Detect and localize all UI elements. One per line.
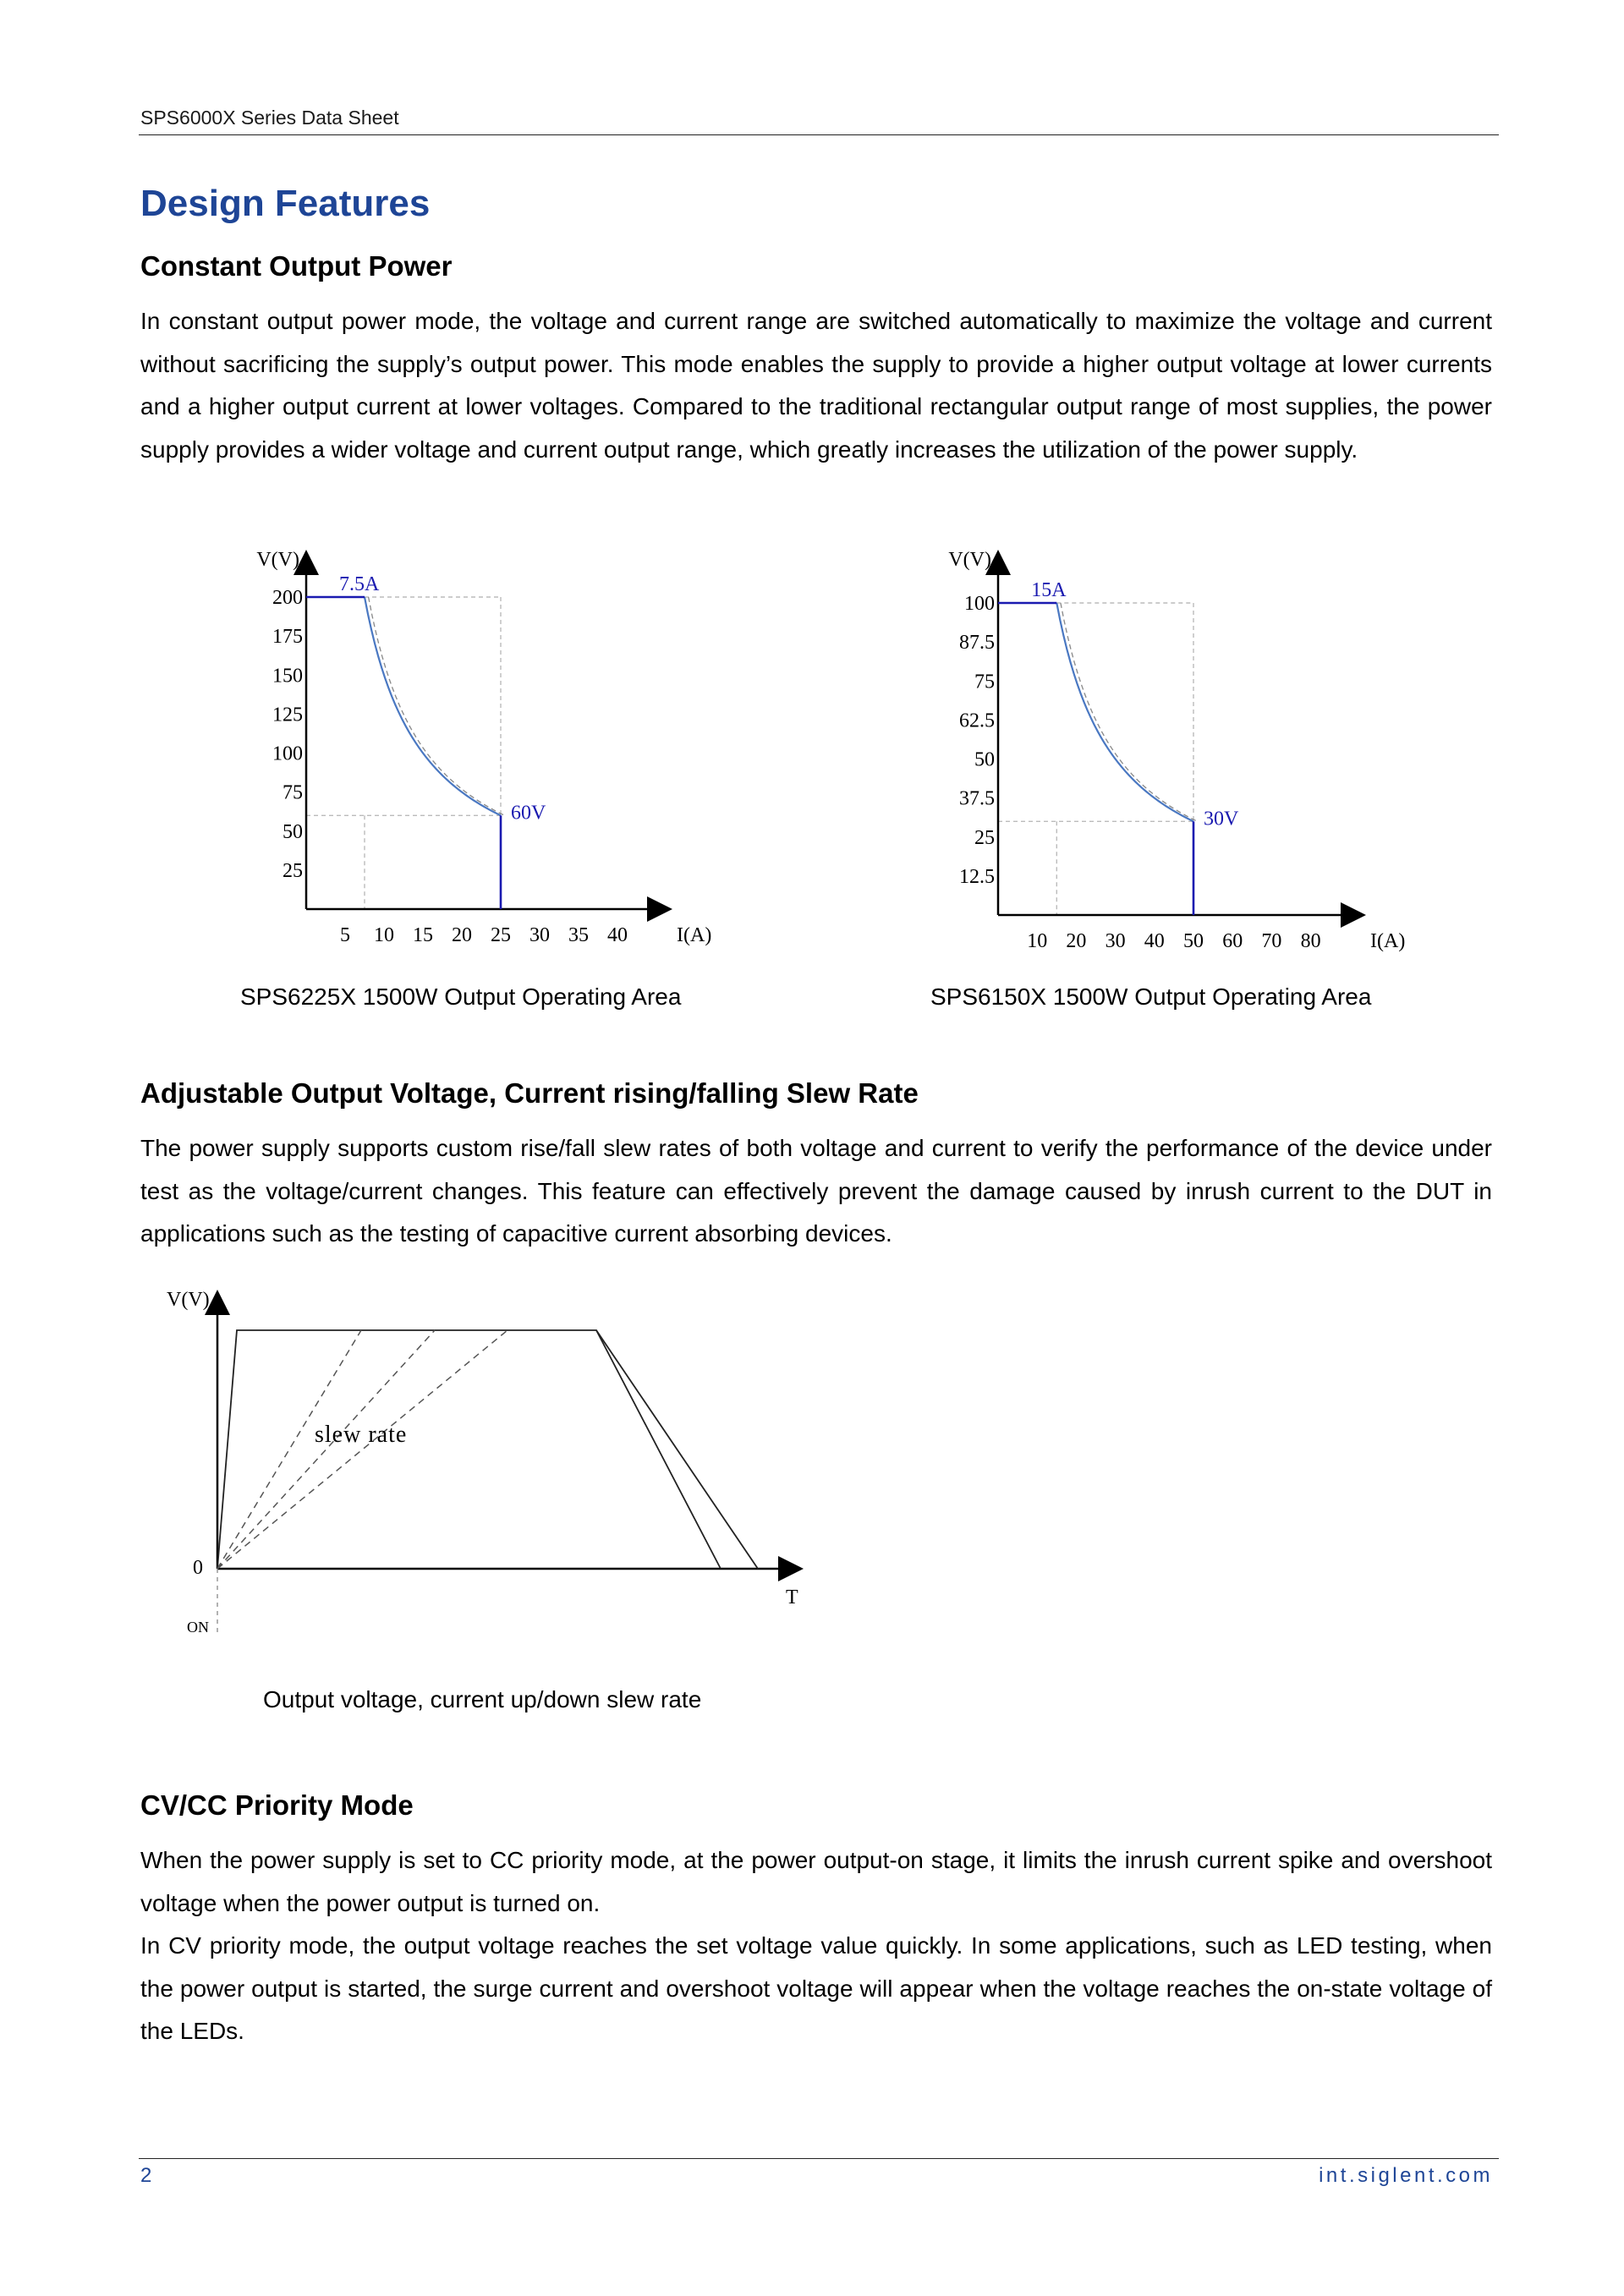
chart-axes	[306, 554, 668, 909]
y-tick-label: 25	[283, 859, 303, 882]
footer-rule	[139, 2158, 1499, 2159]
footer-website: int.siglent.com	[1319, 2164, 1493, 2187]
x-axis-label: T	[786, 1586, 798, 1608]
x-tick-label: 10	[374, 924, 394, 946]
section-paragraph-slew-rate: The power supply supports custom rise/fall slew rates of both voltage and current to verify the performance of the device under test as the voltage/current changes. This feature can effectively prevent the damage caused by inrush current to the DUT in applications such as the testing of capacitive current absorbing devices.	[140, 1135, 1492, 1247]
x-tick-label: 25	[491, 924, 511, 946]
section-paragraph-constant-power: In constant output power mode, the voltage and current range are switched automatically to maximize the voltage and current without sacrificing the supply’s output power. This mode enables the supply to provide a higher output voltage at lower currents and a higher output current at lower voltages. Compared to the traditional rectangular output range of most supplies, the power supply provides a wider voltage and current output range, which greatly increases the utilization of the power supply.	[140, 308, 1492, 463]
x-tick-label: 30	[1105, 930, 1126, 952]
voltage-limit-label: 30V	[1204, 808, 1239, 830]
header-rule	[139, 134, 1499, 135]
y-axis-label: V(V)	[167, 1289, 210, 1311]
voltage-limit-label: 60V	[511, 802, 546, 825]
x-tick-label: 70	[1261, 930, 1282, 952]
y-axis-label: V(V)	[256, 549, 299, 571]
y-tick-label: 75	[283, 781, 303, 804]
y-tick-label: 150	[272, 665, 303, 688]
section-heading-priority-mode: CV/CC Priority Mode	[140, 1789, 414, 1821]
x-tick-label: 40	[607, 924, 628, 946]
y-tick-label: 100	[272, 743, 303, 765]
chart-slew-rate-diagram	[152, 1277, 812, 1649]
x-tick-label: 80	[1300, 930, 1321, 952]
section-paragraph-priority-cc: When the power supply is set to CC priority mode, at the power output-on stage, it limits the inrush current spike and overshoot voltage when the power output is turned on.	[140, 1847, 1492, 1916]
x-tick-label: 50	[1183, 930, 1204, 952]
chart-series	[306, 597, 501, 909]
y-tick-label: 75	[974, 671, 995, 693]
x-tick-label: 35	[568, 924, 589, 946]
x-tick-label: 5	[340, 924, 350, 946]
x-axis-label: I(A)	[677, 924, 712, 946]
x-tick-label: 15	[413, 924, 433, 946]
chart-caption-slew-rate: Output voltage, current up/down slew rate	[263, 1686, 702, 1712]
section-paragraph-priority-cv: In CV priority mode, the output voltage reaches the set voltage value quickly. In some applications, such as LED testing, when the power output is started, the surge current and overshoot voltage will appear when the voltage reaches the on-state voltage of the LEDs.	[140, 1932, 1492, 2044]
current-limit-label: 7.5A	[339, 573, 380, 595]
chart-sps6225x-operating-area	[245, 545, 712, 960]
trace-fast-slew	[217, 1330, 721, 1569]
section-heading-slew-rate: Adjustable Output Voltage, Current rising/falling Slew Rate	[140, 1077, 919, 1109]
y-tick-label: 62.5	[959, 710, 995, 732]
constant-power-curve	[365, 597, 501, 815]
page-number: 2	[140, 2164, 152, 2187]
y-axis-label: V(V)	[948, 549, 991, 571]
ideal-power-curve	[1061, 603, 1198, 821]
ideal-power-curve	[369, 597, 505, 815]
y-tick-label: 125	[272, 704, 303, 726]
y-tick-label: 50	[974, 748, 995, 771]
chart-grid-lines	[306, 597, 505, 909]
chart-caption-sps6225x: SPS6225X 1500W Output Operating Area	[240, 984, 682, 1010]
y-tick-label: 50	[283, 820, 303, 843]
y-tick-label: 87.5	[959, 632, 995, 655]
y-tick-label: 175	[272, 626, 303, 649]
x-tick-label: 40	[1144, 930, 1165, 952]
origin-label: 0	[193, 1557, 203, 1579]
x-tick-label: 60	[1222, 930, 1243, 952]
x-tick-label: 20	[1066, 930, 1087, 952]
chart-labels	[948, 549, 1405, 952]
on-label: ON	[187, 1619, 209, 1636]
chart-series	[998, 603, 1193, 915]
y-tick-label: 25	[974, 826, 995, 849]
y-tick-label: 200	[272, 587, 303, 609]
constant-power-curve	[1056, 603, 1193, 821]
current-limit-label: 15A	[1031, 579, 1067, 601]
x-axis-label: I(A)	[1370, 930, 1406, 952]
y-tick-label: 12.5	[959, 865, 995, 888]
x-tick-label: 30	[529, 924, 550, 946]
trace-slew-dashed-2	[217, 1330, 435, 1569]
trace-slow-fall	[596, 1330, 758, 1569]
trace-slew-dashed-1	[217, 1330, 361, 1569]
slew-rate-annotation: slew rate	[315, 1422, 408, 1448]
chart-caption-sps6150x: SPS6150X 1500W Output Operating Area	[930, 984, 1372, 1010]
page-title: Design Features	[140, 183, 431, 224]
document-header-title: SPS6000X Series Data Sheet	[140, 107, 399, 129]
trace-slew-dashed-3	[217, 1330, 508, 1569]
y-tick-label: 37.5	[959, 787, 995, 810]
chart-sps6150x-operating-area	[930, 545, 1404, 960]
x-tick-label: 20	[452, 924, 472, 946]
chart-grid-lines	[998, 603, 1198, 915]
chart-axes	[998, 554, 1362, 915]
chart-labels	[256, 549, 711, 946]
section-heading-constant-power: Constant Output Power	[140, 250, 453, 282]
y-tick-label: 100	[964, 593, 995, 615]
x-tick-label: 10	[1027, 930, 1048, 952]
